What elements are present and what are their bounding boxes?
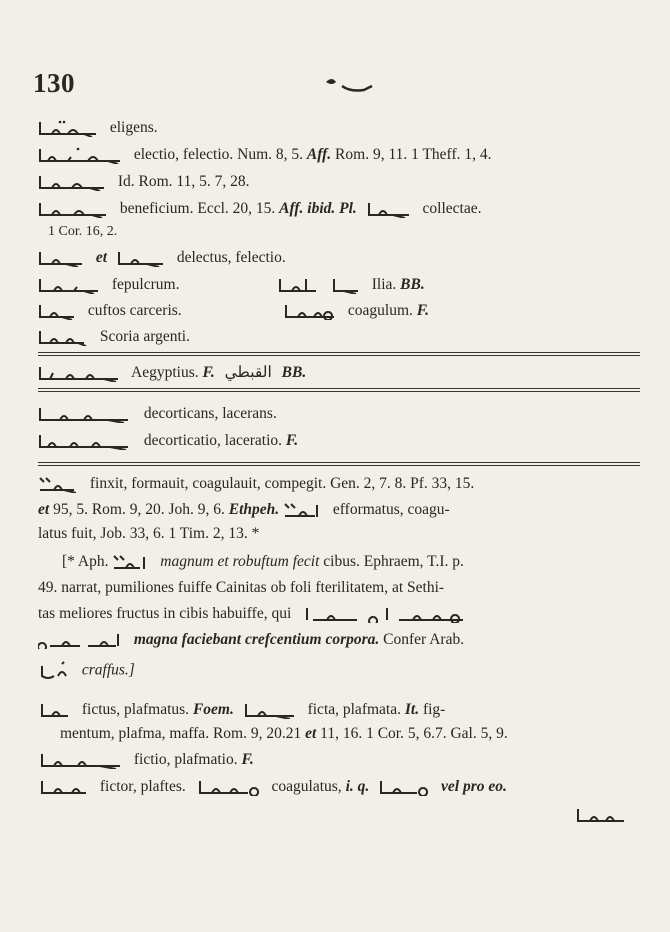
et-conjunction: et	[38, 501, 50, 518]
syriac-word	[112, 553, 150, 571]
syriac-word	[242, 701, 298, 719]
paragraph-line	[62, 552, 464, 572]
abbr-affix: Aff.	[306, 146, 332, 163]
entry-line	[38, 700, 445, 720]
paragraph-text: efformatus, coagu-	[332, 501, 450, 518]
syriac-word	[196, 778, 262, 796]
entry-line	[38, 431, 298, 451]
latin-gloss: decorticans, lacerans.	[143, 405, 277, 422]
page-number: 130	[33, 68, 75, 98]
arabic-word: القبطي	[224, 364, 272, 381]
syriac-word	[38, 302, 78, 320]
et-conjunction: et	[305, 725, 317, 742]
latin-gloss: coagulum.	[347, 302, 413, 319]
syriac-phrase	[38, 631, 124, 649]
italic-gloss: magna faciebant crefcentium corpora.	[133, 631, 380, 648]
latin-gloss: fig-	[422, 701, 446, 718]
source-abbr: F.	[202, 364, 215, 381]
latin-gloss: decorticatio, laceratio.	[143, 432, 283, 449]
entry-line	[38, 404, 277, 424]
catchword	[574, 805, 634, 825]
latin-gloss: mentum, plafma, maffa. Rom. 9, 20.21	[60, 725, 302, 742]
source-abbr: BB.	[400, 276, 425, 293]
syriac-word	[38, 173, 108, 191]
latin-gloss: ficta, plafmata.	[307, 701, 401, 718]
syriac-word	[332, 276, 362, 294]
entry-line	[38, 301, 182, 321]
paragraph-line	[38, 630, 464, 650]
entry-line	[38, 750, 254, 770]
paragraph-line	[38, 474, 474, 494]
syriac-word	[38, 778, 90, 796]
entry-line	[38, 118, 158, 138]
arabic-word-glyph	[38, 660, 72, 682]
paragraph-line: 49. narrat, pumiliones fuiffe Cainitas ob foli fterilitatem, at Sethi-	[38, 579, 445, 596]
syriac-word	[38, 200, 110, 218]
section-divider	[38, 352, 640, 356]
latin-gloss: Ilia.	[371, 276, 397, 293]
entry-line	[60, 724, 508, 744]
paragraph-text: tas meliores fructus in cibis habuiffe, qui	[38, 605, 292, 622]
paragraph-text: cibus. Ephraem, T.I. p.	[323, 553, 464, 570]
entry-line	[38, 777, 507, 797]
latin-gloss: Aegyptius.	[131, 364, 199, 381]
syriac-word	[284, 302, 338, 320]
syriac-word	[283, 501, 323, 519]
syriac-word	[38, 146, 124, 164]
entry-line	[38, 327, 190, 347]
paragraph-text: finxit, formauit, coagulauit, compegit. Gen. 2, 7. 8. Pf. 33, 15.	[89, 475, 475, 492]
abbr-affix: Aff. ibid.	[279, 200, 336, 217]
abbr-iq: i. q.	[345, 778, 370, 795]
latin-gloss: fictus, plafmatus.	[81, 701, 190, 718]
syriac-word	[38, 276, 102, 294]
entry-line	[38, 172, 249, 192]
latin-gloss: Id. Rom. 11, 5. 7, 28.	[117, 173, 250, 190]
syriac-word	[574, 806, 628, 824]
source-abbr: F.	[241, 751, 254, 768]
latin-gloss: fictor, plaftes.	[99, 778, 186, 795]
entry-right	[284, 301, 429, 321]
syriac-word	[38, 405, 134, 423]
entry-line: 1 Cor. 16, 2.	[48, 224, 118, 239]
entry-line	[38, 248, 286, 268]
italic-gloss: craffus.]	[81, 661, 135, 679]
stem-label: Ethpeh.	[228, 501, 280, 518]
paragraph-text: 95, 5. Rom. 9, 20. Joh. 9, 6.	[53, 501, 225, 518]
syriac-word	[38, 751, 124, 769]
latin-gloss: delectus, felectio.	[176, 249, 286, 266]
syriac-word	[38, 432, 134, 450]
italic-gloss: magnum et robuftum fecit	[160, 553, 320, 570]
latin-gloss: cuftos carceris.	[87, 302, 182, 319]
syriac-word	[367, 200, 413, 218]
latin-gloss: electio, felectio. Num. 8, 5.	[133, 146, 304, 163]
paragraph-line	[38, 500, 450, 520]
paragraph-text: [* Aph.	[62, 553, 109, 570]
item-abbr: It.	[404, 701, 420, 718]
syriac-word	[117, 249, 167, 267]
paragraph-line	[38, 660, 135, 682]
paragraph-line: latus fuit, Job. 33, 6. 1 Tim. 2, 13. *	[38, 525, 260, 542]
syriac-phrase	[303, 605, 473, 623]
syriac-word	[38, 701, 72, 719]
source-abbr: BB.	[281, 364, 307, 381]
et-conjunction: et	[95, 249, 108, 266]
latin-gloss: coagulatus,	[271, 778, 342, 795]
syriac-word	[278, 276, 322, 294]
section-divider	[38, 388, 640, 392]
syriac-word	[38, 364, 122, 382]
paragraph-line	[38, 604, 479, 624]
entry-line	[38, 145, 491, 165]
source-abbr: F.	[416, 302, 429, 319]
latin-refs: 11, 16. 1 Cor. 5, 6.7. Gal. 5, 9.	[320, 725, 508, 742]
source-abbr: F.	[285, 432, 299, 449]
entry-line	[38, 275, 179, 295]
italic-gloss: vel pro eo.	[441, 778, 507, 795]
latin-gloss: fepulcrum.	[111, 276, 180, 293]
latin-gloss: Scoria argenti.	[99, 328, 190, 345]
syriac-word	[38, 119, 100, 137]
latin-gloss: eligens.	[109, 119, 158, 136]
entry-line	[38, 199, 482, 219]
entry-line	[38, 363, 306, 383]
syriac-word	[377, 778, 431, 796]
gender-abbr: Foem.	[192, 701, 234, 718]
syriac-word	[38, 328, 90, 346]
latin-gloss: beneficium. Eccl. 20, 15.	[119, 200, 276, 217]
entry-right	[278, 275, 425, 295]
section-divider	[38, 462, 640, 466]
latin-gloss: collectae.	[422, 200, 482, 217]
abbr-plural: Pl.	[339, 200, 357, 217]
latin-refs: Rom. 9, 11. 1 Theff. 1, 4.	[335, 146, 492, 163]
syriac-word	[38, 475, 80, 493]
paragraph-text: Confer Arab.	[383, 631, 465, 648]
syriac-header-letter	[318, 72, 378, 98]
syriac-word	[38, 249, 86, 267]
latin-gloss: fictio, plafmatio.	[133, 751, 238, 768]
